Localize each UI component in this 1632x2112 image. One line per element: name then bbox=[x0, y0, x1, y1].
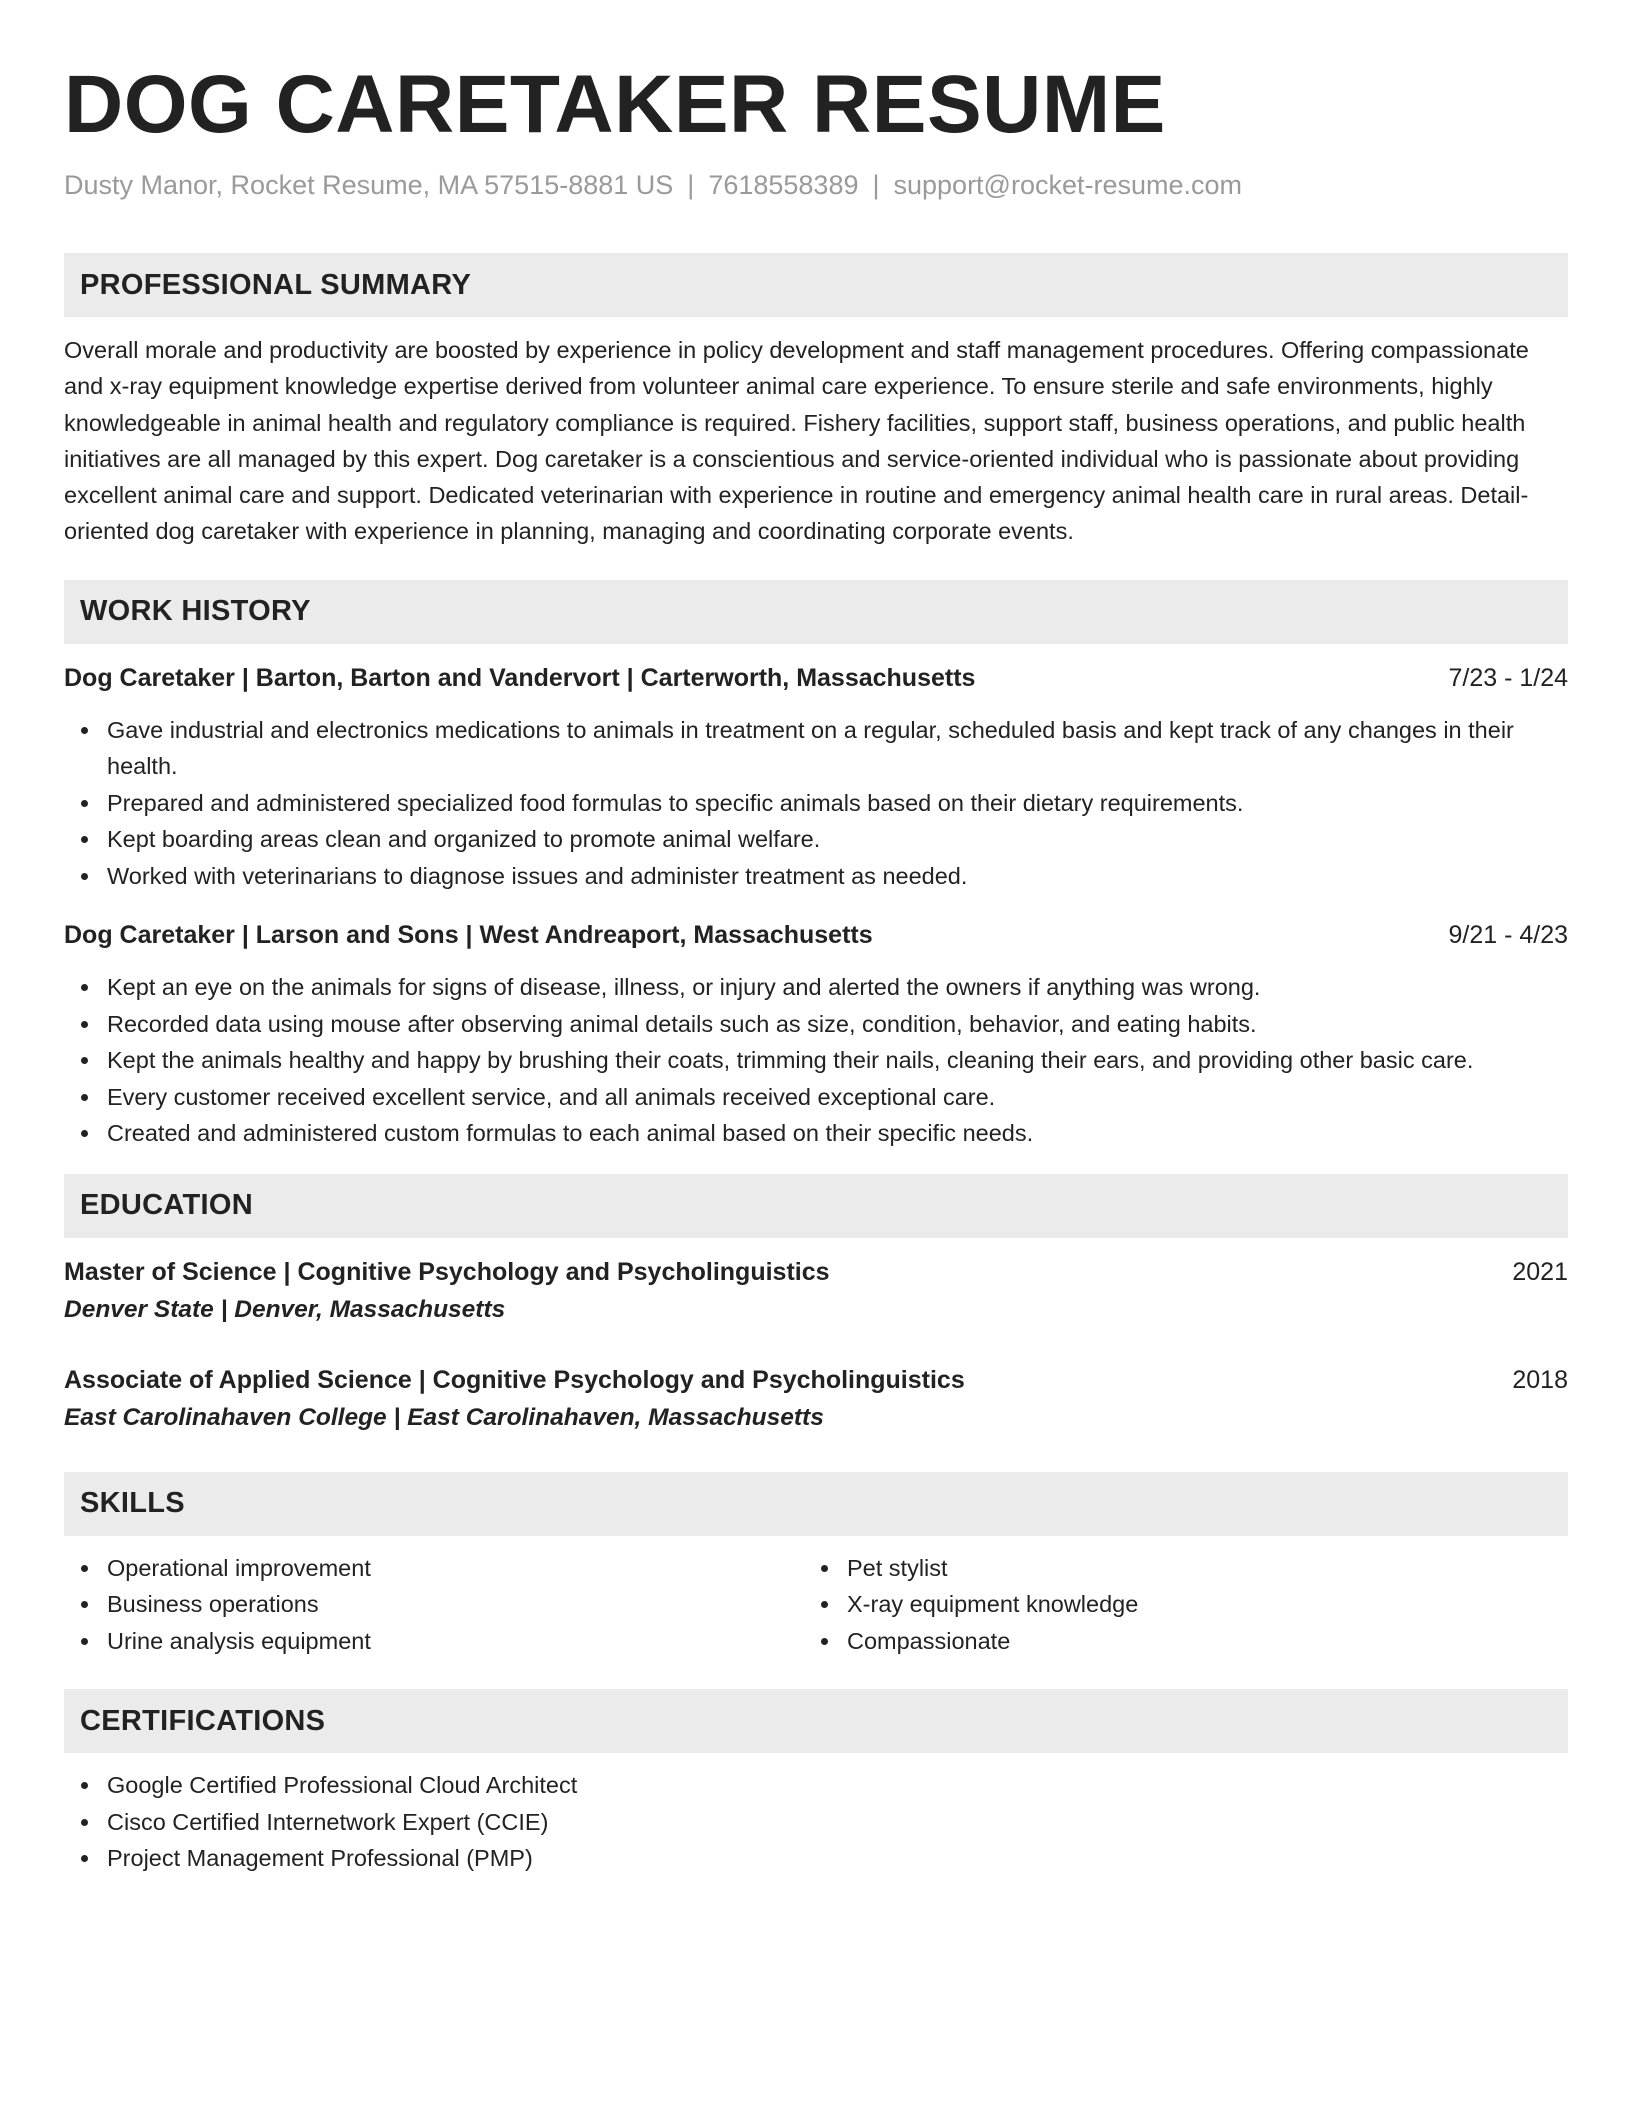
list-item: Business operations bbox=[64, 1586, 804, 1623]
list-item: Recorded data using mouse after observing animal details such as size, condition, behavior, and eating habits. bbox=[64, 1006, 1568, 1043]
education-header bbox=[64, 1362, 1568, 1398]
graduation-year: 2018 bbox=[1512, 1365, 1568, 1394]
certifications-block bbox=[64, 1767, 1568, 1877]
section-heading-education: EDUCATION bbox=[64, 1174, 1568, 1238]
job-title-line: Dog Caretaker | Barton, Barton and Vandervort | Carterworth, Massachusetts bbox=[64, 663, 976, 692]
list-item: Compassionate bbox=[804, 1623, 1544, 1660]
summary-text: Overall morale and productivity are boosted by experience in policy development and staff management procedures. Offering compassionate and x-ray equipment knowledge expertise derived from volunteer animal care experience. To ensure sterile and safe environments, highly knowledgeable in animal health and regulatory compliance is required. Fishery facilities, support staff, business operations, and public health initiatives are all managed by this expert. Dog caretaker is a conscientious and service-oriented individual who is passionate about providing excellent animal care and support. Dedicated veterinarian with experience in routine and emergency animal health care in rural areas. Detail-oriented dog caretaker with experience in planning, managing and coordinating corporate events. bbox=[64, 337, 1529, 545]
job-bullet-list bbox=[64, 712, 1568, 895]
job-header bbox=[64, 917, 1568, 953]
section-heading-summary: PROFESSIONAL SUMMARY bbox=[64, 253, 1568, 317]
list-item: Gave industrial and electronics medications to animals in treatment on a regular, scheduled basis and kept track of any changes in their health. bbox=[64, 712, 1568, 785]
list-item: Worked with veterinarians to diagnose issues and administer treatment as needed. bbox=[64, 858, 1568, 895]
job-bullet-list bbox=[64, 969, 1568, 1152]
page-title: DOG CARETAKER RESUME bbox=[64, 59, 1166, 150]
skills-list bbox=[804, 1550, 1544, 1660]
skills-list bbox=[64, 1550, 804, 1660]
degree-line: Master of Science | Cognitive Psychology and Psycholinguistics bbox=[64, 1257, 830, 1286]
section-heading-work-history: WORK HISTORY bbox=[64, 580, 1568, 644]
skills-column-right bbox=[804, 1550, 1544, 1660]
school-line: Denver State | Denver, Massachusetts bbox=[64, 1295, 506, 1323]
skills-grid bbox=[64, 1550, 1568, 1660]
list-item: Kept the animals healthy and happy by brushing their coats, trimming their nails, cleaning their ears, and providing other basic care. bbox=[64, 1042, 1568, 1079]
list-item: Kept boarding areas clean and organized to promote animal welfare. bbox=[64, 821, 1568, 858]
section-heading-skills: SKILLS bbox=[64, 1472, 1568, 1536]
job-dates: 7/23 - 1/24 bbox=[1448, 663, 1568, 692]
list-item: Cisco Certified Internetwork Expert (CCIE) bbox=[64, 1804, 1568, 1841]
skills-column-left bbox=[64, 1550, 804, 1660]
list-item: Pet stylist bbox=[804, 1550, 1544, 1587]
list-item: Operational improvement bbox=[64, 1550, 804, 1587]
graduation-year: 2021 bbox=[1512, 1257, 1568, 1286]
school-line: East Carolinahaven College | East Carolinahaven, Massachusetts bbox=[64, 1403, 824, 1431]
education-header bbox=[64, 1254, 1568, 1290]
job-dates: 9/21 - 4/23 bbox=[1448, 921, 1568, 950]
list-item: Created and administered custom formulas to each animal based on their specific needs. bbox=[64, 1115, 1568, 1152]
contact-separator: | bbox=[687, 170, 695, 200]
job-title-line: Dog Caretaker | Larson and Sons | West Andreaport, Massachusetts bbox=[64, 921, 873, 950]
section-heading-certifications: CERTIFICATIONS bbox=[64, 1689, 1568, 1753]
list-item: Google Certified Professional Cloud Architect bbox=[64, 1767, 1568, 1804]
contact-line bbox=[64, 168, 1568, 202]
list-item: Project Management Professional (PMP) bbox=[64, 1840, 1568, 1877]
certifications-list bbox=[64, 1767, 1568, 1877]
list-item: Prepared and administered specialized food formulas to specific animals based on their dietary requirements. bbox=[64, 785, 1568, 822]
degree-line: Associate of Applied Science | Cognitive Psychology and Psycholinguistics bbox=[64, 1365, 965, 1394]
contact-email: support@rocket-resume.com bbox=[893, 170, 1243, 200]
contact-separator: | bbox=[872, 170, 880, 200]
contact-address: Dusty Manor, Rocket Resume, MA 57515-8881 US bbox=[64, 170, 674, 200]
job-header bbox=[64, 660, 1568, 696]
list-item: Kept an eye on the animals for signs of disease, illness, or injury and alerted the owners if anything was wrong. bbox=[64, 969, 1568, 1006]
list-item: X-ray equipment knowledge bbox=[804, 1586, 1544, 1623]
list-item: Urine analysis equipment bbox=[64, 1623, 804, 1660]
list-item: Every customer received excellent service, and all animals received exceptional care. bbox=[64, 1079, 1568, 1116]
contact-phone: 7618558389 bbox=[708, 170, 859, 200]
